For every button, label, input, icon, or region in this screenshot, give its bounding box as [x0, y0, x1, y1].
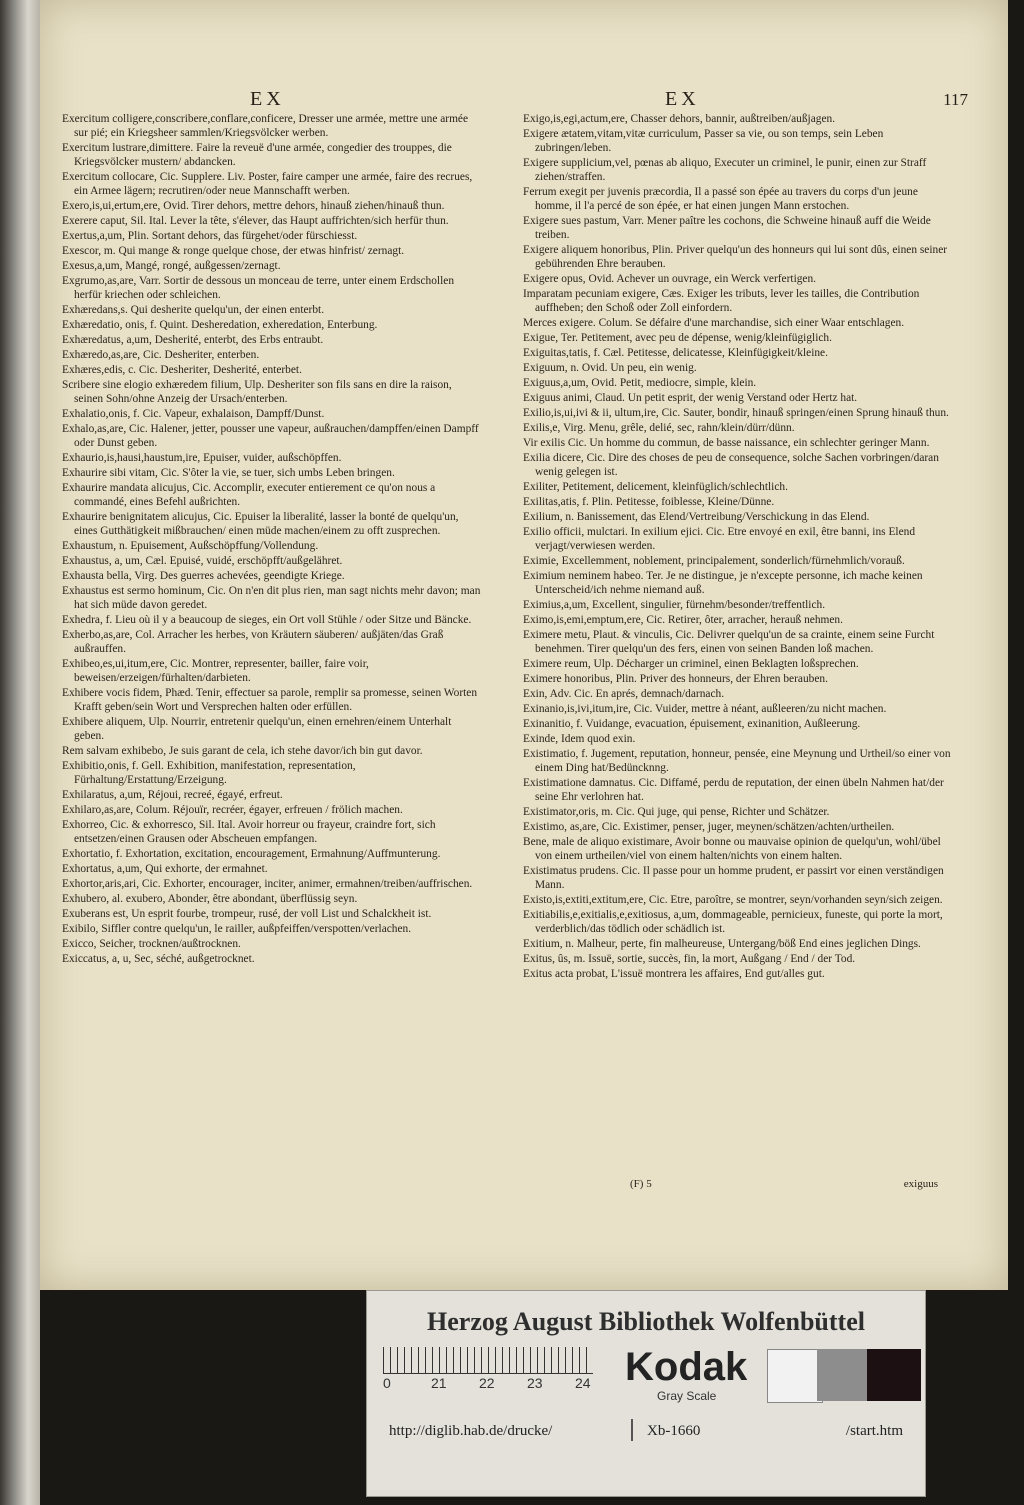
- signature-mark: (F) 5: [630, 1178, 652, 1190]
- dictionary-entry: Exitus acta probat, L'issuë montrera les affaires, End gut/alles gut.: [523, 968, 825, 980]
- dictionary-entry: Exhaurio,is,hausi,haustum,ire, Epuiser, vuider, außschöpffen.: [62, 452, 342, 464]
- dictionary-entry: Exigere sues pastum, Varr. Mener paître les cochons, die Schweine hinauß auff die Weide treiben.: [523, 215, 931, 241]
- head-right: EX: [665, 88, 700, 110]
- dictionary-entry: Exiguus animi, Claud. Un petit esprit, der wenig Verstand oder Hertz hat.: [523, 392, 858, 404]
- scale-ruler: [383, 1347, 593, 1374]
- scale-tick: 21: [431, 1375, 447, 1391]
- dictionary-entry: Exilis,e, Virg. Menu, grêle, delié, sec, rahn/klein/dürr/dünn.: [523, 422, 795, 434]
- swatch-white: [767, 1349, 823, 1403]
- dictionary-entry: Exilio officii, mulctari. In exilium ejici. Cic. Etre envoyé en exil, être banni, ins Elend verjagt/verwiesen werden.: [523, 526, 916, 552]
- dictionary-entry: Vir exilis Cic. Un homme du commun, de basse naissance, ein schlechter geringer Mann.: [523, 437, 930, 449]
- dictionary-entry: Exhortatio, f. Exhortation, excitation, encouragement, Ermahnung/Auffmunterung.: [62, 848, 441, 860]
- scale-tick: 24: [575, 1375, 591, 1391]
- swatch-gray: [817, 1349, 871, 1401]
- dictionary-entry: Exhortatus, a,um, Qui exhorte, der ermahnet.: [62, 863, 268, 875]
- dictionary-entry: Exibilo, Siffler contre quelqu'un, le railler, außpfeiffen/verspotten/verlachen.: [62, 923, 412, 935]
- dictionary-entry: Exhæredans,s. Qui desherite quelqu'un, der einen enterbt.: [62, 304, 325, 316]
- dictionary-entry: Exiliter, Petitement, delicement, kleinfüglich/schlechtlich.: [523, 481, 788, 493]
- dictionary-entry: Exhilaro,as,are, Colum. Réjouïr, recréer, égayer, erfreuen / frölich machen.: [62, 804, 403, 816]
- start-path: /start.htm: [845, 1423, 903, 1439]
- library-url: http://diglib.hab.de/drucke/: [389, 1423, 553, 1439]
- dictionary-entry: Existimatus prudens. Cic. Il passe pour un homme prudent, er passirt vor einen verständigen Mann.: [523, 865, 944, 891]
- dictionary-entry: Exhedra, f. Lieu où il y a beaucoup de sieges, ein Ort voll Stühle / oder Sitze und Bäncke.: [62, 614, 472, 626]
- dictionary-entry: Exin, Adv. Cic. En aprés, demnach/darnach.: [523, 688, 725, 700]
- library-title: Herzog August Bibliothek Wolfenbüttel: [427, 1307, 865, 1336]
- dictionary-entry: Exhibitio,onis, f. Gell. Exhibition, manifestation, representation, Fürhaltung/Erstattung/Erzeigung.: [62, 760, 356, 786]
- dictionary-entry: Exilio,is,ui,ivi & ii, ultum,ire, Cic. Sauter, bondir, hinauß springen/einen Sprung hinauß thun.: [523, 407, 949, 419]
- dictionary-entry: Exigue, Ter. Petitement, avec peu de dépense, wenig/kleinfügiglich.: [523, 332, 832, 344]
- dictionary-entry: Exitium, n. Malheur, perte, fin malheureuse, Untergang/böß End eines jeglichen Dings.: [523, 938, 921, 950]
- dictionary-entry: Bene, male de aliquo existimare, Avoir bonne ou mauvaise opinion de quelqu'un, wohl/übel von einem urtheilen/viel von einem halten/nichts von einem halten.: [523, 836, 941, 862]
- dictionary-entry: Exgrumo,as,are, Varr. Sortir de dessous un monceau de terre, unter einem Erdschollen herfür kriechen oder schleichen.: [62, 275, 455, 301]
- dictionary-entry: Eximere reum, Ulp. Décharger un criminel, einen Beklagten loßsprechen.: [523, 658, 859, 670]
- dictionary-entry: Exinanio,is,ivi,itum,ire, Cic. Vuider, mettre à néant, außleeren/zu nicht machen.: [523, 703, 887, 715]
- dictionary-entry: Exigere aliquem honoribus, Plin. Priver quelqu'un des honneurs qui lui sont dûs, einen seiner gebührenden Ehre berauben.: [523, 244, 948, 270]
- dictionary-entry: Exercitum colligere,conscribere,conflare,conficere, Dresser une armée, mettre une armée sur pié; ein Kriegsheer sammlen/Kriegsvölcker werben.: [62, 113, 469, 139]
- dictionary-entry: Exigere supplicium,vel, pœnas ab aliquo, Executer un criminel, le punir, einen zur Straff ziehen/straffen.: [523, 157, 927, 183]
- dictionary-entry: Eximie, Excellemment, noblement, principalement, sonderlich/fürnehmlich/vorauß.: [523, 555, 905, 567]
- dictionary-entry: Imparatam pecuniam exigere, Cæs. Exiger les tributs, lever les tailles, die Contribution auffheben; den Schoß oder Zoll einfordern.: [523, 288, 920, 314]
- dictionary-entry: Exhaurire sibi vitam, Cic. S'ôter la vie, se tuer, sich umbs Leben bringen.: [62, 467, 395, 479]
- dictionary-entry: Exhaurire benignitatem alicujus, Cic. Epuiser la liberalité, lasser la bonté de quelqu'un, eines Gutthätigkeit mißbrauchen/ einen müde machen/einem zu offt zusprechen.: [62, 511, 459, 537]
- dictionary-entry: Exhæredatio, onis, f. Quint. Desheredation, exheredation, Enterbung.: [62, 319, 378, 331]
- dictionary-entry: Existimo, as,are, Cic. Existimer, penser, juger, meynen/schätzen/achten/urtheilen.: [523, 821, 895, 833]
- dictionary-entry: Exiguum, n. Ovid. Un peu, ein wenig.: [523, 362, 697, 374]
- dictionary-entry: Exhubero, al. exubero, Abonder, être abondant, überflüssig seyn.: [62, 893, 358, 905]
- dictionary-entry: Scribere sine elogio exhæredem filium, Ulp. Desheriter son fils sans en dire la raison, seinen Sohn/ohne Anzeig der Ursach/enterben.: [62, 379, 452, 405]
- dictionary-entry: Exigere ætatem,vitam,vitæ curriculum, Passer sa vie, ou son temps, sein Leben zubringen/leben.: [523, 128, 884, 154]
- separator: [631, 1419, 633, 1441]
- color-calibration-card: [366, 1290, 926, 1497]
- dictionary-entry: Exesus,a,um, Mangé, rongé, außgessen/zernagt.: [62, 260, 281, 272]
- head-left: EX: [250, 88, 285, 110]
- dictionary-entry: Exhæredo,as,are, Cic. Desheriter, enterben.: [62, 349, 260, 361]
- dictionary-entry: Exitus, ûs, m. Issuë, sortie, succès, fin, la mort, Außgang / End / der Tod.: [523, 953, 856, 965]
- dictionary-entry: Exinanitio, f. Vuidange, evacuation, épuisement, exinanition, Außleerung.: [523, 718, 861, 730]
- dictionary-entry: Eximius,a,um, Excellent, singulier, fürnehm/besonder/treffentlich.: [523, 599, 826, 611]
- dictionary-entry: Exescor, m. Qui mange & ronge quelque chose, der etwas hinfrist/ zernagt.: [62, 245, 405, 257]
- right-column: [523, 112, 951, 982]
- book-spine: [0, 0, 40, 1505]
- dictionary-entry: Merces exigere. Colum. Se défaire d'une marchandise, sich einer Waar entschlagen.: [523, 317, 905, 329]
- dictionary-entry: Exilium, n. Banissement, das Elend/Vertreibung/Verschickung in das Elend.: [523, 511, 870, 523]
- dictionary-entry: Exilitas,atis, f. Plin. Petitesse, foiblesse, Kleine/Dünne.: [523, 496, 775, 508]
- dictionary-entry: Exhibere aliquem, Ulp. Nourrir, entretenir quelqu'un, einen ernehren/einem Unterhalt geben.: [62, 716, 452, 742]
- dictionary-entry: Exiguitas,tatis, f. Cæl. Petitesse, delicatesse, Kleinfügigkeit/kleine.: [523, 347, 828, 359]
- dictionary-entry: Ferrum exegit per juvenis præcordia, Il a passé son épée au travers du corps d'un jeune homme, il l'a percé de son épée, er hat einen jungen Mann erstochen.: [523, 186, 918, 212]
- dictionary-entry: Exicco, Seicher, trocknen/außtrocknen.: [62, 938, 241, 950]
- dictionary-entry: Exhalo,as,are, Cic. Halener, jetter, pousser une vapeur, außrauchen/dampffen/einen Dampff oder Dunst geben.: [62, 423, 479, 449]
- dictionary-entry: Exerere caput, Sil. Ital. Lever la tête, s'élever, das Haupt auffrichten/sich herfür thun.: [62, 215, 449, 227]
- dictionary-entry: Exhorreo, Cic. & exhorresco, Sil. Ital. Avoir horreur ou frayeur, craindre fort, sich entsetzen/einen Grausen oder Abscheuen empfangen.: [62, 819, 436, 845]
- dictionary-entry: Exinde, Idem quod exin.: [523, 733, 636, 745]
- dictionary-entry: Exiguus,a,um, Ovid. Petit, mediocre, simple, klein.: [523, 377, 757, 389]
- dictionary-entry: Exercitum lustrare,dimittere. Faire la reveuë d'une armée, congedier des trouppes, die Kriegsvölcker mustern/ abdancken.: [62, 142, 452, 168]
- dictionary-entry: Exhilaratus, a,um, Réjoui, recreé, égayé, erfreut.: [62, 789, 283, 801]
- scale-ticks: [383, 1375, 613, 1391]
- dictionary-entry: Exhortor,aris,ari, Cic. Exhorter, encourager, inciter, animer, ermahnen/treiben/auffrischen.: [62, 878, 473, 890]
- dictionary-entry: Exigo,is,egi,actum,ere, Chasser dehors, bannir, außtreiben/außjagen.: [523, 113, 836, 125]
- dictionary-entry: Existimator,oris, m. Cic. Qui juge, qui pense, Richter und Schätzer.: [523, 806, 830, 818]
- dictionary-entry: Exitiabilis,e,exitialis,e,exitiosus, a,um, dommageable, pernicieux, funeste, qui porte la mort, verderblich/das tödlich oder schädlich ist.: [523, 909, 943, 935]
- dictionary-entry: Eximere honoribus, Plin. Priver des honneurs, der Ehren berauben.: [523, 673, 828, 685]
- dictionary-entry: Existimatione damnatus. Cic. Diffamé, perdu de reputation, der einen übeln Nahmen hat/der seine Ehr verlohren hat.: [523, 777, 944, 803]
- left-column: [62, 112, 482, 967]
- catchword: exiguus: [903, 1178, 938, 1190]
- dictionary-entry: Existimatio, f. Jugement, reputation, honneur, pensée, eine Meynung und Urtheil/so einer von einem Ding hat/Bedüncknng.: [523, 748, 951, 774]
- dictionary-entry: Exilia dicere, Cic. Dire des choses de peu de consequence, solche Sachen vorbringen/daran wenig gelegen ist.: [523, 452, 939, 478]
- dictionary-entry: Exero,is,ui,ertum,ere, Ovid. Tirer dehors, mettre dehors, hinauß ziehen/hinauß thun.: [62, 200, 445, 212]
- dictionary-entry: Exhaurire mandata alicujus, Cic. Accomplir, executer entierement ce qu'on nous a commandé, eines Befehl außrichten.: [62, 482, 436, 508]
- dictionary-entry: Exhaustum, n. Epuisement, Außschöpffung/Vollendung.: [62, 540, 319, 552]
- swatch-black: [867, 1349, 921, 1401]
- book-page: [40, 0, 1008, 1290]
- dictionary-entry: Eximium neminem habeo. Ter. Je ne distingue, je n'excepte personne, ich mache keinen Unterscheid/ich nehme niemand auß.: [523, 570, 923, 596]
- dictionary-entry: Exhibere vocis fidem, Phæd. Tenir, effectuer sa parole, remplir sa promesse, seinen Worten Krafft geben/sein Wort und Versprechen halten oder erfüllen.: [62, 687, 478, 713]
- dictionary-entry: Exhaustus est sermo hominum, Cic. On n'en dit plus rien, man sagt nichts mehr davon; man hat sich müde davon geredet.: [62, 585, 481, 611]
- scale-tick: 23: [527, 1375, 543, 1391]
- dictionary-entry: Exercitum collocare, Cic. Supplere. Liv. Poster, faire camper une armée, faire des recrues, ein Armee lägern; recrutiren/oder neue Mannschafft werben.: [62, 171, 473, 197]
- page-footer: [40, 1178, 1008, 1194]
- dictionary-entry: Exhæres,edis, c. Cic. Desheriter, Desherité, enterbet.: [62, 364, 302, 376]
- dictionary-entry: Exhibeo,es,ui,itum,ere, Cic. Montrer, representer, bailler, faire voir, beweisen/erzeigen/fürhalten/darbieten.: [62, 658, 369, 684]
- dictionary-entry: Exigere opus, Ovid. Achever un ouvrage, ein Werck verfertigen.: [523, 273, 817, 285]
- dictionary-entry: Rem salvam exhibebo, Je suis garant de cela, ich stehe davor/ich bin gut davor.: [62, 745, 423, 757]
- dictionary-entry: Existo,is,extiti,extitum,ere, Cic. Etre, paroître, se montrer, seyn/vorhanden seyn/sich zeigen.: [523, 894, 943, 906]
- page-number: 117: [943, 90, 968, 109]
- scale-tick: 22: [479, 1375, 495, 1391]
- dictionary-entry: Eximere metu, Plaut. & vinculis, Cic. Delivrer quelqu'un de sa crainte, einem seine Furcht benehmen. Tirer quelqu'un des fers, einen von seinen Banden loß machen.: [523, 629, 935, 655]
- dictionary-entry: Exertus,a,um, Plin. Sortant dehors, das fürgehet/oder fürschiesst.: [62, 230, 358, 242]
- dictionary-entry: Eximo,is,emi,emptum,ere, Cic. Retirer, ôter, arracher, herauß nehmen.: [523, 614, 843, 626]
- dictionary-entry: Exherbo,as,are, Col. Arracher les herbes, von Kräutern säuberen/ außjäten/das Graß außrauffen.: [62, 629, 444, 655]
- dictionary-entry: Exhæredatus, a,um, Desherité, enterbt, des Erbs entraubt.: [62, 334, 324, 346]
- dictionary-entry: Exhausta bella, Virg. Des guerres achevées, geendigte Kriege.: [62, 570, 345, 582]
- dictionary-entry: Exhaustus, a, um, Cæl. Epuisé, vuidé, erschöpfft/außgelähret.: [62, 555, 343, 567]
- shelfmark: Xb-1660: [647, 1423, 701, 1439]
- gray-scale-label: Gray Scale: [657, 1389, 717, 1403]
- dictionary-entry: Exuberans est, Un esprit fourbe, trompeur, rusé, der voll List und Schalckheit ist.: [62, 908, 432, 920]
- dictionary-entry: Exhalatio,onis, f. Cic. Vapeur, exhalaison, Dampff/Dunst.: [62, 408, 325, 420]
- kodak-logo: Kodak: [625, 1345, 748, 1389]
- scale-tick: 0: [383, 1375, 391, 1391]
- dictionary-entry: Exiccatus, a, u, Sec, séché, außgetrocknet.: [62, 953, 255, 965]
